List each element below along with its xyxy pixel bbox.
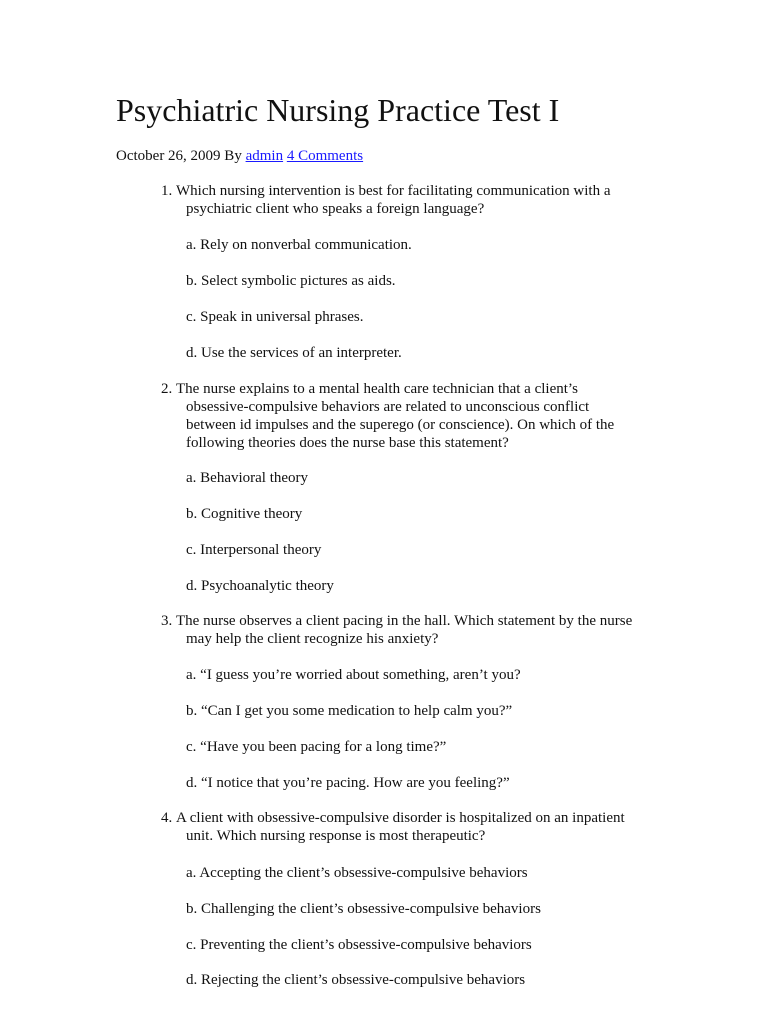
comments-link[interactable]: 4 Comments [286,148,364,164]
answer-option: c. Speak in universal phrases. [186,309,364,325]
answer-option: d. Use the services of an interpreter. [186,345,402,361]
answer-option: a. Rely on nonverbal communication. [186,237,412,253]
question-1 [162,182,662,218]
post-date-byline: October 26, 2009 By [116,148,242,164]
question-number: 1. [161,183,173,199]
question-number: 3. [161,613,173,629]
question-text-line: following theories does the nurse base this statement? [186,435,509,451]
question-text-line: A client with obsessive-compulsive disorder is hospitalized on an inpatient [176,810,625,826]
question-text-line: obsessive-compulsive behaviors are related to unconscious conflict [186,399,590,415]
answer-option: b. Challenging the client’s obsessive-compulsive behaviors [186,901,541,917]
author-link[interactable]: admin [245,148,284,164]
question-number: 4. [161,810,173,826]
question-text-line: may help the client recognize his anxiety? [186,631,439,647]
question-text-line: between id impulses and the superego (or conscience). On which of the [186,417,615,433]
answer-option: a. “I guess you’re worried about something, aren’t you? [186,667,521,683]
answer-option: b. “Can I get you some medication to help calm you?” [186,703,513,719]
answer-option: c. Preventing the client’s obsessive-compulsive behaviors [186,937,532,953]
answer-option: a. Accepting the client’s obsessive-compulsive behaviors [186,865,528,881]
answer-option: d. Rejecting the client’s obsessive-compulsive behaviors [186,972,526,988]
answer-option: b. Cognitive theory [186,506,303,522]
question-2 [162,380,662,452]
question-text-line: The nurse explains to a mental health care technician that a client’s [176,381,578,397]
answer-option: d. Psychoanalytic theory [186,578,334,594]
answer-option: d. “I notice that you’re pacing. How are you feeling?” [186,775,510,791]
question-4 [162,809,662,845]
answer-option: b. Select symbolic pictures as aids. [186,273,396,289]
question-text-line: Which nursing intervention is best for facilitating communication with a [176,183,611,199]
question-3 [162,612,662,648]
post-meta [116,146,363,166]
article-title: Psychiatric Nursing Practice Test I [116,92,560,128]
question-text-line: psychiatric client who speaks a foreign language? [186,201,485,217]
answer-option: a. Behavioral theory [186,470,309,486]
question-number: 2. [161,381,173,397]
answer-option: c. “Have you been pacing for a long time?” [186,739,447,755]
question-text-line: The nurse observes a client pacing in the hall. Which statement by the nurse [176,613,633,629]
question-text-line: unit. Which nursing response is most therapeutic? [186,828,486,844]
answer-option: c. Interpersonal theory [186,542,322,558]
